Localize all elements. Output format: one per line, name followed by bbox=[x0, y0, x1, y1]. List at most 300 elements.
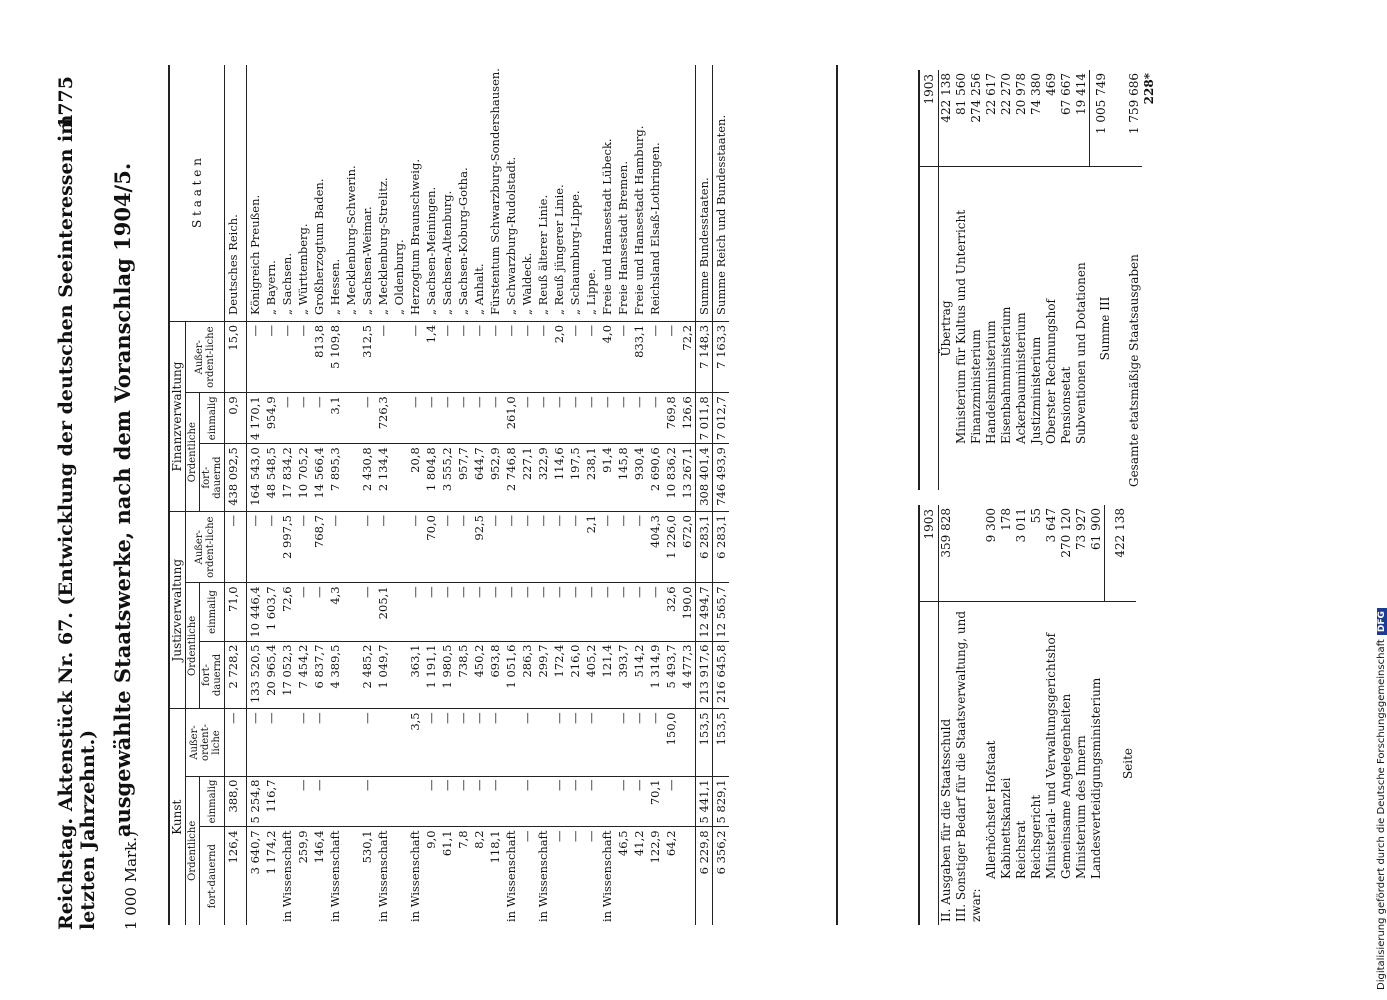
cell: — bbox=[567, 393, 583, 444]
item-label: Eisenbahnministerium bbox=[999, 306, 1013, 444]
cell: 530,1 bbox=[360, 830, 375, 864]
cell: 388,0 bbox=[225, 776, 247, 827]
state-name: „ Württemberg. bbox=[295, 65, 311, 321]
sub-ordentliche: Ordentliche bbox=[186, 583, 200, 709]
state-name: Königreich Preußen. bbox=[247, 65, 264, 321]
cell: — bbox=[247, 709, 264, 776]
cell: — bbox=[439, 583, 455, 641]
cell: 70,0 bbox=[423, 512, 439, 583]
table-row bbox=[359, 65, 375, 925]
cell: 768,7 bbox=[311, 512, 327, 583]
seite-label: Seite bbox=[1120, 747, 1135, 780]
cell: — bbox=[327, 512, 343, 583]
list-item bbox=[1029, 70, 1044, 490]
cell: — bbox=[503, 512, 519, 583]
cell: 954,9 bbox=[263, 393, 279, 444]
list-item bbox=[999, 70, 1014, 490]
sub-ordentliche: Ordentliche bbox=[186, 393, 200, 512]
cell: — bbox=[487, 709, 503, 776]
col-fort: fort-dauernd bbox=[200, 641, 225, 709]
item-label: Oberster Rechnungshof bbox=[1044, 299, 1058, 444]
cell: 312,5 bbox=[359, 321, 375, 392]
cell: — bbox=[439, 512, 455, 583]
budget-table bbox=[170, 65, 729, 925]
table-row bbox=[519, 65, 535, 925]
cell: — bbox=[647, 709, 663, 776]
cell: — bbox=[567, 583, 583, 641]
unit-label: 1 000 Mark.) bbox=[122, 831, 140, 930]
cell: — bbox=[631, 583, 647, 641]
cell: 693,8 bbox=[487, 641, 503, 709]
cell: 227,1 bbox=[519, 444, 535, 512]
dfg-sidebar bbox=[1358, 10, 1387, 990]
cell: — bbox=[263, 321, 279, 392]
cell: 405,2 bbox=[583, 641, 599, 709]
cell: — bbox=[455, 583, 471, 641]
state-name: „ Reuß älterer Linie. bbox=[535, 65, 551, 321]
cell: — bbox=[583, 583, 599, 641]
cell: — bbox=[311, 393, 327, 444]
col-fort: fort-dauernd bbox=[200, 827, 225, 925]
cell: — bbox=[487, 776, 503, 827]
cell: 41,2 bbox=[632, 830, 647, 857]
cell: in Wissenschaft bbox=[536, 830, 551, 922]
group-kunst: Kunst bbox=[170, 709, 186, 925]
cell: 1 226,0 bbox=[663, 512, 679, 583]
cell: — bbox=[487, 512, 503, 583]
cell: 393,7 bbox=[615, 641, 631, 709]
state-name: Summe Bundesstaaten. bbox=[696, 65, 713, 321]
cell: 7 895,3 bbox=[327, 444, 343, 512]
cell: 9,0 bbox=[424, 830, 439, 849]
cell: 5 109,8 bbox=[327, 321, 343, 392]
cell: — bbox=[359, 512, 375, 583]
cell: 153,5 bbox=[713, 709, 730, 776]
cell: 133 520,5 bbox=[247, 641, 264, 709]
state-name: „ Mecklenburg-Strelitz. bbox=[375, 65, 391, 321]
cell: — bbox=[503, 583, 519, 641]
cell: 7 163,3 bbox=[713, 321, 730, 392]
cell: 17 834,2 bbox=[279, 444, 295, 512]
state-name: „ Hessen. bbox=[327, 65, 343, 321]
cell: 4 477,3 bbox=[679, 641, 696, 709]
cell: — bbox=[520, 830, 535, 842]
col-einmalig: einmalig bbox=[200, 583, 225, 641]
cell bbox=[343, 827, 359, 925]
cell: 15,0 bbox=[225, 321, 247, 392]
cell: 1 049,7 bbox=[375, 641, 391, 709]
cell: 1 314,9 bbox=[647, 641, 663, 709]
cell: 3 640,7 bbox=[248, 830, 263, 875]
cell: 61,1 bbox=[440, 830, 455, 857]
list-item bbox=[969, 70, 984, 490]
cell: 7 011,8 bbox=[696, 393, 713, 444]
state-name: Summe Reich und Bundesstaaten. bbox=[713, 65, 730, 321]
cell: — bbox=[535, 393, 551, 444]
cell: 4 389,5 bbox=[327, 641, 343, 709]
cell: 1 174,2 bbox=[264, 830, 279, 875]
cell: 308 401,4 bbox=[696, 444, 713, 512]
cell: 213 917,6 bbox=[696, 641, 713, 709]
item-value: 74 380 bbox=[1029, 70, 1044, 167]
col-ausser: Außer-ordent-liche bbox=[186, 321, 225, 392]
cell: — bbox=[519, 583, 535, 641]
cell: — bbox=[519, 393, 535, 444]
cell: 72,2 bbox=[679, 321, 696, 392]
table-row bbox=[663, 65, 679, 925]
cell: — bbox=[455, 512, 471, 583]
cell bbox=[679, 827, 696, 925]
table-row bbox=[487, 65, 503, 925]
cell: 205,1 bbox=[375, 583, 391, 641]
cell: 17 052,3 bbox=[279, 641, 295, 709]
table-row bbox=[295, 65, 311, 925]
cell: — bbox=[663, 776, 679, 827]
item-value: 9 300 bbox=[984, 505, 999, 602]
cell: — bbox=[295, 512, 311, 583]
cell bbox=[535, 709, 551, 776]
cell: 116,7 bbox=[263, 776, 279, 827]
cell: 71,0 bbox=[225, 583, 247, 641]
cell: 7 454,2 bbox=[295, 641, 311, 709]
cell: — bbox=[647, 583, 663, 641]
state-name: „ Bayern. bbox=[263, 65, 279, 321]
state-name: Großherzogtum Baden. bbox=[311, 65, 327, 321]
table-row bbox=[615, 65, 631, 925]
cell: in Wissenschaft bbox=[280, 830, 295, 922]
list-item bbox=[1014, 70, 1029, 490]
cell bbox=[279, 709, 295, 776]
uebertrag-value: 422 138 bbox=[939, 70, 955, 167]
list-item bbox=[984, 70, 999, 490]
cell: 438 092,5 bbox=[225, 444, 247, 512]
table-row bbox=[583, 65, 599, 925]
cell: 6 356,2 bbox=[713, 827, 730, 925]
cell: 5 829,1 bbox=[713, 776, 730, 827]
gesamt-value: 1 759 686 bbox=[1113, 70, 1142, 167]
table-row bbox=[679, 65, 696, 925]
list-item bbox=[1059, 505, 1074, 925]
cell: 12 494,7 bbox=[696, 583, 713, 641]
cell: — bbox=[407, 512, 423, 583]
cell: 930,4 bbox=[631, 444, 647, 512]
list-item bbox=[1044, 70, 1059, 490]
cell: 122,9 bbox=[648, 830, 663, 864]
cell: — bbox=[279, 321, 295, 392]
cell: in Wissenschaft bbox=[408, 830, 423, 922]
group-finanz: Finanzverwaltung bbox=[170, 321, 186, 511]
cell: — bbox=[631, 512, 647, 583]
cell bbox=[599, 776, 615, 827]
cell bbox=[503, 776, 519, 827]
page-number: 1775 bbox=[55, 76, 77, 129]
cell: — bbox=[279, 393, 295, 444]
expenses-part-1 bbox=[918, 505, 1136, 925]
cell: — bbox=[535, 583, 551, 641]
cell: — bbox=[471, 321, 487, 392]
list-item bbox=[1074, 70, 1090, 490]
item-value: 3 647 bbox=[1044, 505, 1059, 602]
cell bbox=[343, 512, 359, 583]
cell: — bbox=[423, 583, 439, 641]
cell bbox=[407, 776, 423, 827]
state-name: Freie Hansestadt Bremen. bbox=[615, 65, 631, 321]
table-row bbox=[391, 65, 407, 925]
item-value: 359 828 bbox=[939, 505, 955, 602]
cell: — bbox=[647, 321, 663, 392]
table-row bbox=[327, 65, 343, 925]
cell: 121,4 bbox=[599, 641, 615, 709]
cell: 126,6 bbox=[679, 393, 696, 444]
cell bbox=[343, 321, 359, 392]
cell: 726,3 bbox=[375, 393, 391, 444]
cell: 48 548,5 bbox=[263, 444, 279, 512]
row-sum-total bbox=[713, 65, 730, 925]
item-label: Finanzministerium bbox=[969, 329, 983, 444]
cell: 197,5 bbox=[567, 444, 583, 512]
list-item bbox=[1089, 505, 1105, 925]
state-name: Fürstentum Schwarzburg-Sondershausen. bbox=[487, 65, 503, 321]
cell: 2 134,4 bbox=[375, 444, 391, 512]
cell: — bbox=[583, 321, 599, 392]
cell: — bbox=[359, 776, 375, 827]
state-name: Freie und Hansestadt Hamburg. bbox=[631, 65, 647, 321]
cell: — bbox=[631, 393, 647, 444]
cell: — bbox=[567, 512, 583, 583]
cell: — bbox=[567, 776, 583, 827]
list-item bbox=[939, 505, 955, 925]
table-row bbox=[471, 65, 487, 925]
cell: — bbox=[631, 709, 647, 776]
cell: — bbox=[519, 321, 535, 392]
cell: 2,0 bbox=[551, 321, 567, 392]
cell: — bbox=[583, 709, 599, 776]
item-label: Ministerial- und Verwaltungsgerichtshof bbox=[1044, 632, 1058, 879]
group-justiz: Justizverwaltung bbox=[170, 512, 186, 709]
cell: — bbox=[631, 776, 647, 827]
cell bbox=[343, 393, 359, 444]
cell: — bbox=[663, 321, 679, 392]
cell: — bbox=[407, 321, 423, 392]
list-item bbox=[1074, 505, 1089, 925]
item-value: 178 bbox=[999, 505, 1014, 602]
item-label: II. Ausgaben für die Staatsschuld bbox=[939, 718, 953, 922]
item-value: 274 256 bbox=[969, 70, 984, 167]
cell: — bbox=[439, 393, 455, 444]
gesamt-label: Gesamte etatsmäßige Staatsausgaben bbox=[1126, 254, 1141, 487]
cell: — bbox=[519, 776, 535, 827]
cell: 20,8 bbox=[407, 444, 423, 512]
cell bbox=[279, 776, 295, 827]
col-fort: fort-dauernd bbox=[200, 444, 225, 512]
cell: 2 728,2 bbox=[225, 641, 247, 709]
cell: 363,1 bbox=[407, 641, 423, 709]
state-name: „ Lippe. bbox=[583, 65, 599, 321]
cell: 2 430,8 bbox=[359, 444, 375, 512]
cell: — bbox=[455, 776, 471, 827]
cell: 8,2 bbox=[472, 830, 487, 849]
state-name: „ Oldenburg. bbox=[391, 65, 407, 321]
seite-value: 422 138 bbox=[1105, 505, 1136, 602]
cell: — bbox=[599, 583, 615, 641]
cell: — bbox=[615, 393, 631, 444]
cell: — bbox=[615, 512, 631, 583]
cell: — bbox=[423, 709, 439, 776]
cell: — bbox=[225, 512, 247, 583]
cell: 6 283,1 bbox=[696, 512, 713, 583]
cell: 746 493,9 bbox=[713, 444, 730, 512]
cell: 2 746,8 bbox=[503, 444, 519, 512]
cell: — bbox=[471, 709, 487, 776]
cell: in Wissenschaft bbox=[504, 830, 519, 922]
cell: — bbox=[615, 776, 631, 827]
cell: 3 555,2 bbox=[439, 444, 455, 512]
row-sum-bundesstaaten bbox=[696, 65, 713, 925]
state-name: Freie und Hansestadt Lübeck. bbox=[599, 65, 615, 321]
cell bbox=[343, 641, 359, 709]
cell: 46,5 bbox=[616, 830, 631, 857]
cell: 114,6 bbox=[551, 444, 567, 512]
item-label: Pensionsetat bbox=[1059, 366, 1073, 444]
year-header: 1903 bbox=[919, 505, 939, 602]
cell: — bbox=[551, 583, 567, 641]
item-value bbox=[954, 505, 984, 602]
cell bbox=[535, 776, 551, 827]
cell: 118,1 bbox=[488, 830, 503, 864]
state-name: „ Schwarzburg-Rudolstadt. bbox=[503, 65, 519, 321]
cell: 10 705,2 bbox=[295, 444, 311, 512]
item-value: 55 bbox=[1029, 505, 1044, 602]
state-name: „ Anhalt. bbox=[471, 65, 487, 321]
cell: 216,0 bbox=[567, 641, 583, 709]
cell bbox=[343, 444, 359, 512]
uebertrag-label: Übertrag bbox=[939, 300, 953, 357]
item-value: 81 560 bbox=[954, 70, 969, 167]
cell: — bbox=[552, 830, 567, 842]
dfg-credit-text: Digitalisierung gefördert durch die Deutsche Forschungsgemeinschaft bbox=[1376, 639, 1387, 990]
item-label: Allerhöchster Hofstaat bbox=[984, 740, 998, 879]
cell: — bbox=[247, 512, 264, 583]
cell: 1,4 bbox=[423, 321, 439, 392]
cell: — bbox=[535, 321, 551, 392]
item-value: 67 667 bbox=[1059, 70, 1074, 167]
cell bbox=[343, 709, 359, 776]
item-label: Ackerbauministerium bbox=[1014, 312, 1028, 444]
cell: 7,8 bbox=[456, 830, 471, 849]
cell: — bbox=[567, 709, 583, 776]
item-label: III. Sonstiger Bedarf für die Staatsverwaltung, und zwar: bbox=[954, 610, 983, 922]
state-name: „ Sachsen-Altenburg. bbox=[439, 65, 455, 321]
row-reich bbox=[225, 65, 247, 925]
item-label: Ministerium für Kultus und Unterricht bbox=[954, 209, 968, 444]
cell: 126,4 bbox=[225, 827, 247, 925]
state-name bbox=[679, 65, 696, 321]
item-label: Justizministerium bbox=[1029, 336, 1043, 444]
item-value: 73 927 bbox=[1074, 505, 1089, 602]
cell: 145,8 bbox=[615, 444, 631, 512]
cell: 4 170,1 bbox=[247, 393, 264, 444]
state-name: „ Sachsen-Weimar. bbox=[359, 65, 375, 321]
col-einmalig: einmalig bbox=[200, 776, 225, 827]
table-row bbox=[375, 65, 391, 925]
sub-ordentliche: Ordentliche bbox=[186, 776, 200, 925]
state-name: Deutsches Reich. bbox=[225, 65, 247, 321]
cell: in Wissenschaft bbox=[328, 830, 343, 922]
cell: — bbox=[225, 709, 247, 776]
cell: — bbox=[551, 393, 567, 444]
cell: 4,3 bbox=[327, 583, 343, 641]
table-row bbox=[263, 65, 279, 925]
cell: — bbox=[455, 321, 471, 392]
cell: 957,7 bbox=[455, 444, 471, 512]
cell bbox=[391, 444, 407, 512]
cell bbox=[391, 641, 407, 709]
cell: — bbox=[311, 776, 327, 827]
cell: — bbox=[568, 830, 583, 842]
table-row bbox=[631, 65, 647, 925]
cell: 70,1 bbox=[647, 776, 663, 827]
cell bbox=[343, 583, 359, 641]
cell: 13 267,1 bbox=[679, 444, 696, 512]
cell bbox=[375, 776, 391, 827]
cell: 5 493,7 bbox=[663, 641, 679, 709]
cell: — bbox=[471, 583, 487, 641]
cell: 12 565,7 bbox=[713, 583, 730, 641]
cell: — bbox=[503, 321, 519, 392]
cell: — bbox=[584, 830, 599, 842]
cell: 1 603,7 bbox=[263, 583, 279, 641]
cell: — bbox=[615, 583, 631, 641]
table-row bbox=[599, 65, 615, 925]
cell bbox=[391, 393, 407, 444]
cell: 769,8 bbox=[663, 393, 679, 444]
cell: — bbox=[311, 583, 327, 641]
cell: 0,9 bbox=[225, 393, 247, 444]
col-ausser: Außer-ordent-liche bbox=[186, 512, 225, 583]
cell bbox=[503, 709, 519, 776]
cell: — bbox=[487, 321, 503, 392]
cell: 6 283,1 bbox=[713, 512, 730, 583]
col-einmalig: einmalig bbox=[200, 393, 225, 444]
cell: 738,5 bbox=[455, 641, 471, 709]
state-name bbox=[663, 65, 679, 321]
cell: — bbox=[615, 709, 631, 776]
cell: — bbox=[551, 709, 567, 776]
item-value: 469 bbox=[1044, 70, 1059, 167]
cell: 1 980,5 bbox=[439, 641, 455, 709]
table-row bbox=[455, 65, 471, 925]
list-item bbox=[999, 505, 1014, 925]
list-item bbox=[1044, 505, 1059, 925]
cell: 3,5 bbox=[407, 709, 423, 776]
cell: 1 804,8 bbox=[423, 444, 439, 512]
item-label: Reichsgericht bbox=[1029, 794, 1043, 879]
item-value: 270 120 bbox=[1059, 505, 1074, 602]
cell: — bbox=[535, 512, 551, 583]
cell: 450,2 bbox=[471, 641, 487, 709]
cell: — bbox=[295, 583, 311, 641]
cell: in Wissenschaft bbox=[600, 830, 615, 922]
cell bbox=[391, 512, 407, 583]
state-name: „ Schaumburg-Lippe. bbox=[567, 65, 583, 321]
cell bbox=[679, 709, 696, 776]
cell: — bbox=[519, 709, 535, 776]
cell: 813,8 bbox=[311, 321, 327, 392]
item-label: Kabinettskanzlei bbox=[999, 777, 1013, 879]
item-value: 20 978 bbox=[1014, 70, 1029, 167]
cell: 2 485,2 bbox=[359, 641, 375, 709]
col-ausser: Außer-ordent-liche bbox=[186, 709, 225, 776]
